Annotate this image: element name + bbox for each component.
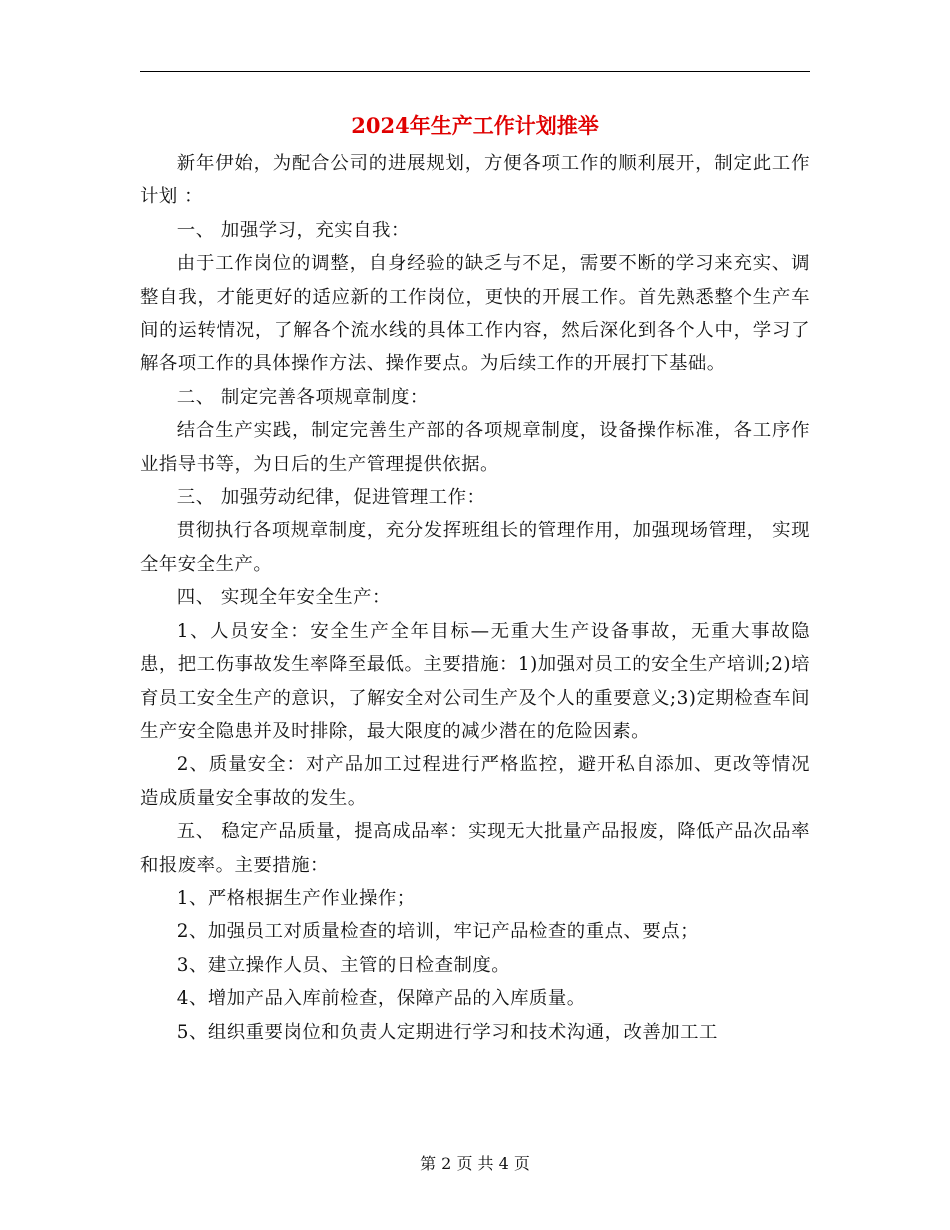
- paragraph: 1、人员安全：安全生产全年目标—无重大生产设备事故，无重大事故隐患，把工伤事故发生率降至最低。主要措施：1)加强对员工的安全生产培训;2)培育员工安全生产的意识，了解安全对公司生产及个人的重要意义;3)定期检查车间生产安全隐患并及时排除，最大限度的减少潜在的危险因素。: [140, 620, 810, 742]
- paragraph: 贯彻执行各项规章制度，充分发挥班组长的管理作用，加强现场管理， 实现全年安全生产。: [140, 520, 810, 575]
- paragraph: 新年伊始，为配合公司的进展规划，方便各项工作的顺利展开，制定此工作计划 ：: [140, 153, 810, 208]
- paragraph: 结合生产实践，制定完善生产部的各项规章制度，设备操作标准，各工序作业指导书等，为日后的生产管理提供依据。: [140, 420, 810, 475]
- page-footer: 第 2 页 共 4 页: [420, 1154, 530, 1173]
- list-item: 1、严格根据生产作业操作；: [176, 887, 416, 909]
- document-title: 2024年生产工作计划推举: [351, 113, 599, 138]
- list-item: 4、增加产品入库前检查，保障产品的入库质量。: [176, 988, 586, 1010]
- section-heading: 二、 制定完善各项规章制度：: [176, 386, 429, 408]
- section-heading: 一、 加强学习，充实自我：: [176, 219, 410, 241]
- list-item: 2、加强员工对质量检查的培训，牢记产品检查的重点、要点；: [176, 921, 700, 943]
- header-rule: [140, 71, 810, 72]
- section-heading: 四、 实现全年安全生产：: [176, 587, 391, 609]
- list-item: 5、组织重要岗位和负责人定期进行学习和技术沟通，改善加工工: [176, 1021, 718, 1043]
- section-heading: 三、 加强劳动纪律，促进管理工作：: [176, 487, 486, 509]
- list-item: 3、建立操作人员、主管的日检查制度。: [176, 954, 511, 976]
- document-body: [140, 147, 810, 1049]
- paragraph: 由于工作岗位的调整，自身经验的缺乏与不足，需要不断的学习来充实、调整自我，才能更好的适应新的工作岗位，更快的开展工作。首先熟悉整个生产车间的运转情况，了解各个流水线的具体工作内容，然后深化到各个人中，学习了解各项工作的具体操作方法、操作要点。为后续工作的开展打下基础。: [140, 253, 810, 375]
- paragraph: 2、质量安全：对产品加工过程进行严格监控，避开私自添加、更改等情况造成质量安全事故的发生。: [140, 754, 810, 809]
- section-heading: 五、 稳定产品质量，提高成品率：实现无大批量产品报废，降低产品次品率和报废率。主要措施：: [140, 821, 810, 876]
